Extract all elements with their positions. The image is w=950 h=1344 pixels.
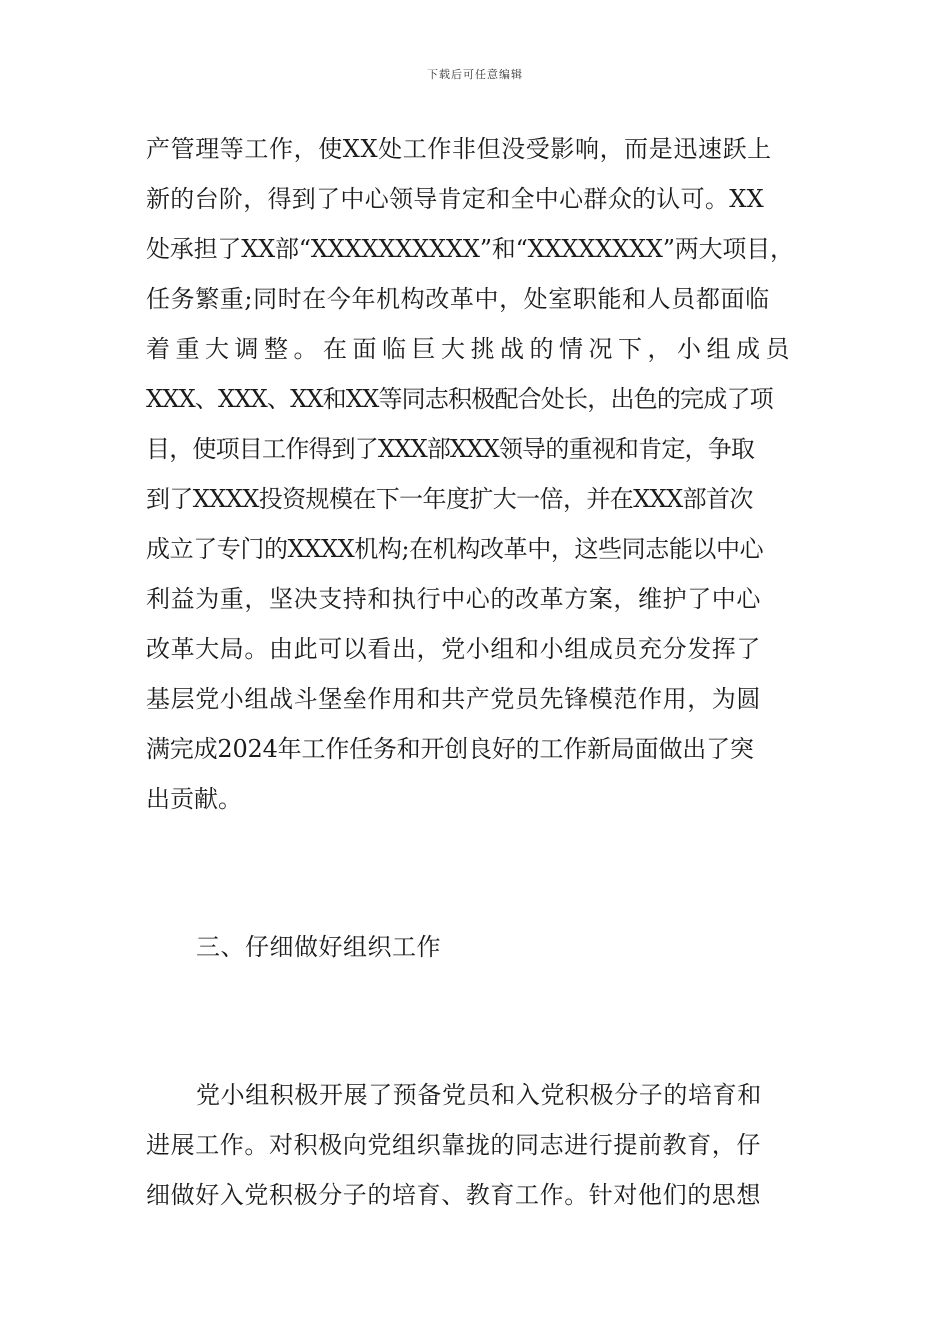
text-line: 成立了专门的XXXX机构;在机构改革中，这些同志能以中心	[146, 535, 764, 563]
text-line: XXX、XXX、XX和XX等同志积极配合处长，出色的完成了项	[146, 385, 773, 413]
text-line: 任务繁重;同时在今年机构改革中，处室职能和人员都面临	[146, 285, 770, 313]
text-line: 基层党小组战斗堡垒作用和共产党员先锋模范作用，为圆	[146, 685, 761, 713]
text-line: 处承担了XX部“XXXXXXXXXX”和“XXXXXXXX”两大项目，	[146, 235, 794, 263]
text-line: 出贡献。	[146, 785, 242, 813]
text-line: 党小组积极开展了预备党员和入党积极分子的培育和	[196, 1081, 762, 1109]
text-line: 改革大局。由此可以看出，党小组和小组成员充分发挥了	[146, 635, 761, 663]
page-header: 下载后可任意编辑	[427, 68, 523, 81]
text-line: 目，使项目工作得到了XXX部XXX领导的重视和肯定，争取	[146, 435, 755, 463]
section-heading: 三、仔细做好组织工作	[196, 933, 441, 961]
text-line: 满完成2024年工作任务和开创良好的工作新局面做出了突	[146, 735, 754, 763]
text-line: 到了XXXX投资规模在下一年度扩大一倍，并在XXX部首次	[146, 485, 753, 513]
text-line: 进展工作。对积极向党组织靠拢的同志进行提前教育，仔	[146, 1131, 761, 1159]
text-line: 着重大调整。在面临巨大挑战的情况下，小组成员	[146, 335, 795, 363]
text-line: 细做好入党积极分子的培育、教育工作。针对他们的思想	[146, 1181, 761, 1209]
text-line: 新的台阶，得到了中心领导肯定和全中心群众的认可。XX	[146, 185, 764, 213]
text-line: 利益为重，坚决支持和执行中心的改革方案，维护了中心	[146, 585, 761, 613]
text-line: 产管理等工作，使XX处工作非但没受影响，而是迅速跃上	[146, 135, 772, 163]
